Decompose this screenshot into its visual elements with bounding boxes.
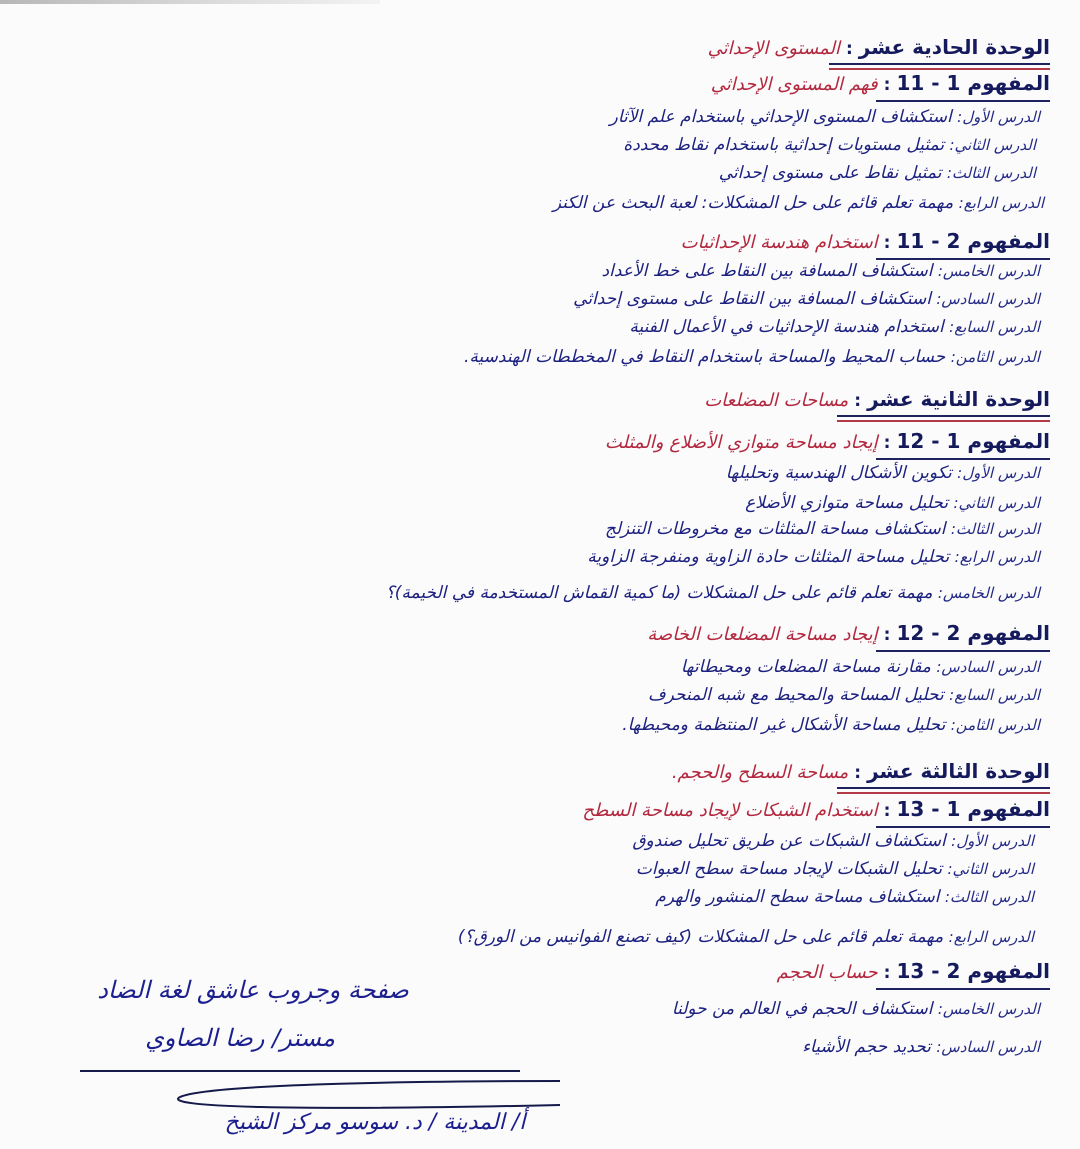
lesson-row: الدرس الثالث: استكشاف مساحة المثلثات مع مخروطات التنزلج [604, 519, 1040, 539]
lesson-row: الدرس الثامن: تحليل مساحة الأشكال غير المنتظمة ومحيطها. [622, 715, 1040, 735]
concept-11-1-label: المفهوم 1 - 11 [896, 70, 1050, 98]
unit-11-title: الوحدة الحادية عشر [859, 34, 1050, 62]
signature-teacher-name: مستر/ رضا الصاوي [145, 1024, 335, 1052]
unit-13-title: الوحدة الثالثة عشر [867, 758, 1050, 786]
lesson-row: الدرس الخامس: استكشاف المسافة بين النقاط على خط الأعداد [601, 261, 1040, 281]
lesson-row: الدرس الثالث: استكشاف مساحة سطح المنشور والهرم [655, 887, 1034, 907]
lesson-row: الدرس الثامن: حساب المحيط والمساحة باستخدام النقاط في المخططات الهندسية. [464, 347, 1040, 367]
concept-13-1-heading: المفهوم 1 - 13:استخدام الشبكات لإيجاد مساحة السطح [582, 796, 1050, 824]
lesson-row: الدرس الأول: تكوين الأشكال الهندسية وتحليلها [725, 463, 1040, 483]
lesson-row: الدرس الأول: استكشاف الشبكات عن طريق تحليل صندوق [632, 831, 1034, 851]
unit-12-heading: الوحدة الثانية عشر:مساحات المضلعات [704, 386, 1050, 414]
concept-13-2-heading: المفهوم 2 - 13:حساب الحجم [777, 958, 1050, 986]
signature-swoosh-icon [150, 1075, 570, 1115]
concept-12-1-subject: إيجاد مساحة متوازي الأضلاع والمثلث [604, 432, 878, 453]
lesson-row: الدرس السادس: تحديد حجم الأشياء [802, 1037, 1040, 1057]
lesson-row: الدرس السابع: استخدام هندسة الإحداثيات في الأعمال الفنية [629, 317, 1040, 337]
lesson-row: الدرس الثاني: تحليل مساحة متوازي الأضلاع [745, 493, 1040, 513]
concept-12-1-label: المفهوم 1 - 12 [896, 428, 1050, 456]
lesson-row: الدرس السابع: تحليل المساحة والمحيط مع شبه المنحرف [648, 685, 1040, 705]
signature-underline [80, 1070, 520, 1072]
lesson-row: الدرس السادس: استكشاف المسافة بين النقاط على مستوى إحداثي [573, 289, 1040, 309]
concept-11-2-label: المفهوم 2 - 11 [896, 228, 1050, 256]
lesson-row: الدرس الرابع: مهمة تعلم قائم على حل المشكلات: لعبة البحث عن الكنز [552, 193, 1044, 213]
lesson-row: الدرس الثاني: تمثيل مستويات إحداثية باستخدام نقاط محددة [623, 135, 1036, 155]
concept-13-2-subject: حساب الحجم [776, 962, 878, 983]
concept-11-2-heading: المفهوم 2 - 11:استخدام هندسة الإحداثيات [681, 228, 1050, 256]
unit-12-title: الوحدة الثانية عشر [867, 386, 1050, 414]
concept-11-1-subject: فهم المستوى الإحداثي [710, 74, 878, 95]
lesson-row: الدرس الخامس: استكشاف الحجم في العالم من حولنا [671, 999, 1040, 1019]
concept-13-2-label: المفهوم 2 - 13 [896, 958, 1050, 986]
concept-11-1-heading: المفهوم 1 - 11:فهم المستوى الإحداثي [711, 70, 1050, 98]
lesson-row: الدرس الرابع: مهمة تعلم قائم على حل المشكلات (كيف تصنع الفوانيس من الورق؟) [457, 927, 1034, 947]
concept-13-1-subject: استخدام الشبكات لإيجاد مساحة السطح [582, 800, 878, 821]
lesson-row: الدرس الثالث: تمثيل نقاط على مستوى إحداثي [718, 163, 1036, 183]
unit-13-heading: الوحدة الثالثة عشر:مساحة السطح والحجم. [672, 758, 1050, 786]
concept-12-2-heading: المفهوم 2 - 12:إيجاد مساحة المضلعات الخاصة [647, 620, 1050, 648]
unit-11-heading: الوحدة الحادية عشر:المستوى الإحداثي [708, 34, 1050, 62]
lesson-row: الدرس الأول: استكشاف المستوى الإحداثي باستخدام علم الآثار [609, 107, 1040, 127]
lesson-row: الدرس الثاني: تحليل الشبكات لإيجاد مساحة سطح العبوات [635, 859, 1034, 879]
unit-11-subject: المستوى الإحداثي [707, 38, 840, 59]
concept-12-1-heading: المفهوم 1 - 12:إيجاد مساحة متوازي الأضلاع والمثلث [605, 428, 1050, 456]
lesson-row: الدرس الخامس: مهمة تعلم قائم على حل المشكلات (ما كمية القماش المستخدمة في الخيمة)؟ [385, 583, 1040, 603]
concept-13-1-label: المفهوم 1 - 13 [896, 796, 1050, 824]
unit-13-subject: مساحة السطح والحجم. [671, 762, 849, 783]
concept-12-2-subject: إيجاد مساحة المضلعات الخاصة [647, 624, 878, 645]
concept-11-2-subject: استخدام هندسة الإحداثيات [680, 232, 878, 253]
signature-page-credit: صفحة وجروب عاشق لغة الضاد [97, 976, 409, 1004]
concept-12-2-label: المفهوم 2 - 12 [896, 620, 1050, 648]
lesson-row: الدرس السادس: مقارنة مساحة المضلعات ومحيطاتها [680, 657, 1040, 677]
lesson-row: الدرس الرابع: تحليل مساحة المثلثات حادة الزاوية ومنفرجة الزاوية [587, 547, 1040, 567]
signature-supervisor: أ/ المدينة / د. سوسو مركز الشيخ [224, 1110, 526, 1135]
unit-12-subject: مساحات المضلعات [704, 390, 849, 411]
